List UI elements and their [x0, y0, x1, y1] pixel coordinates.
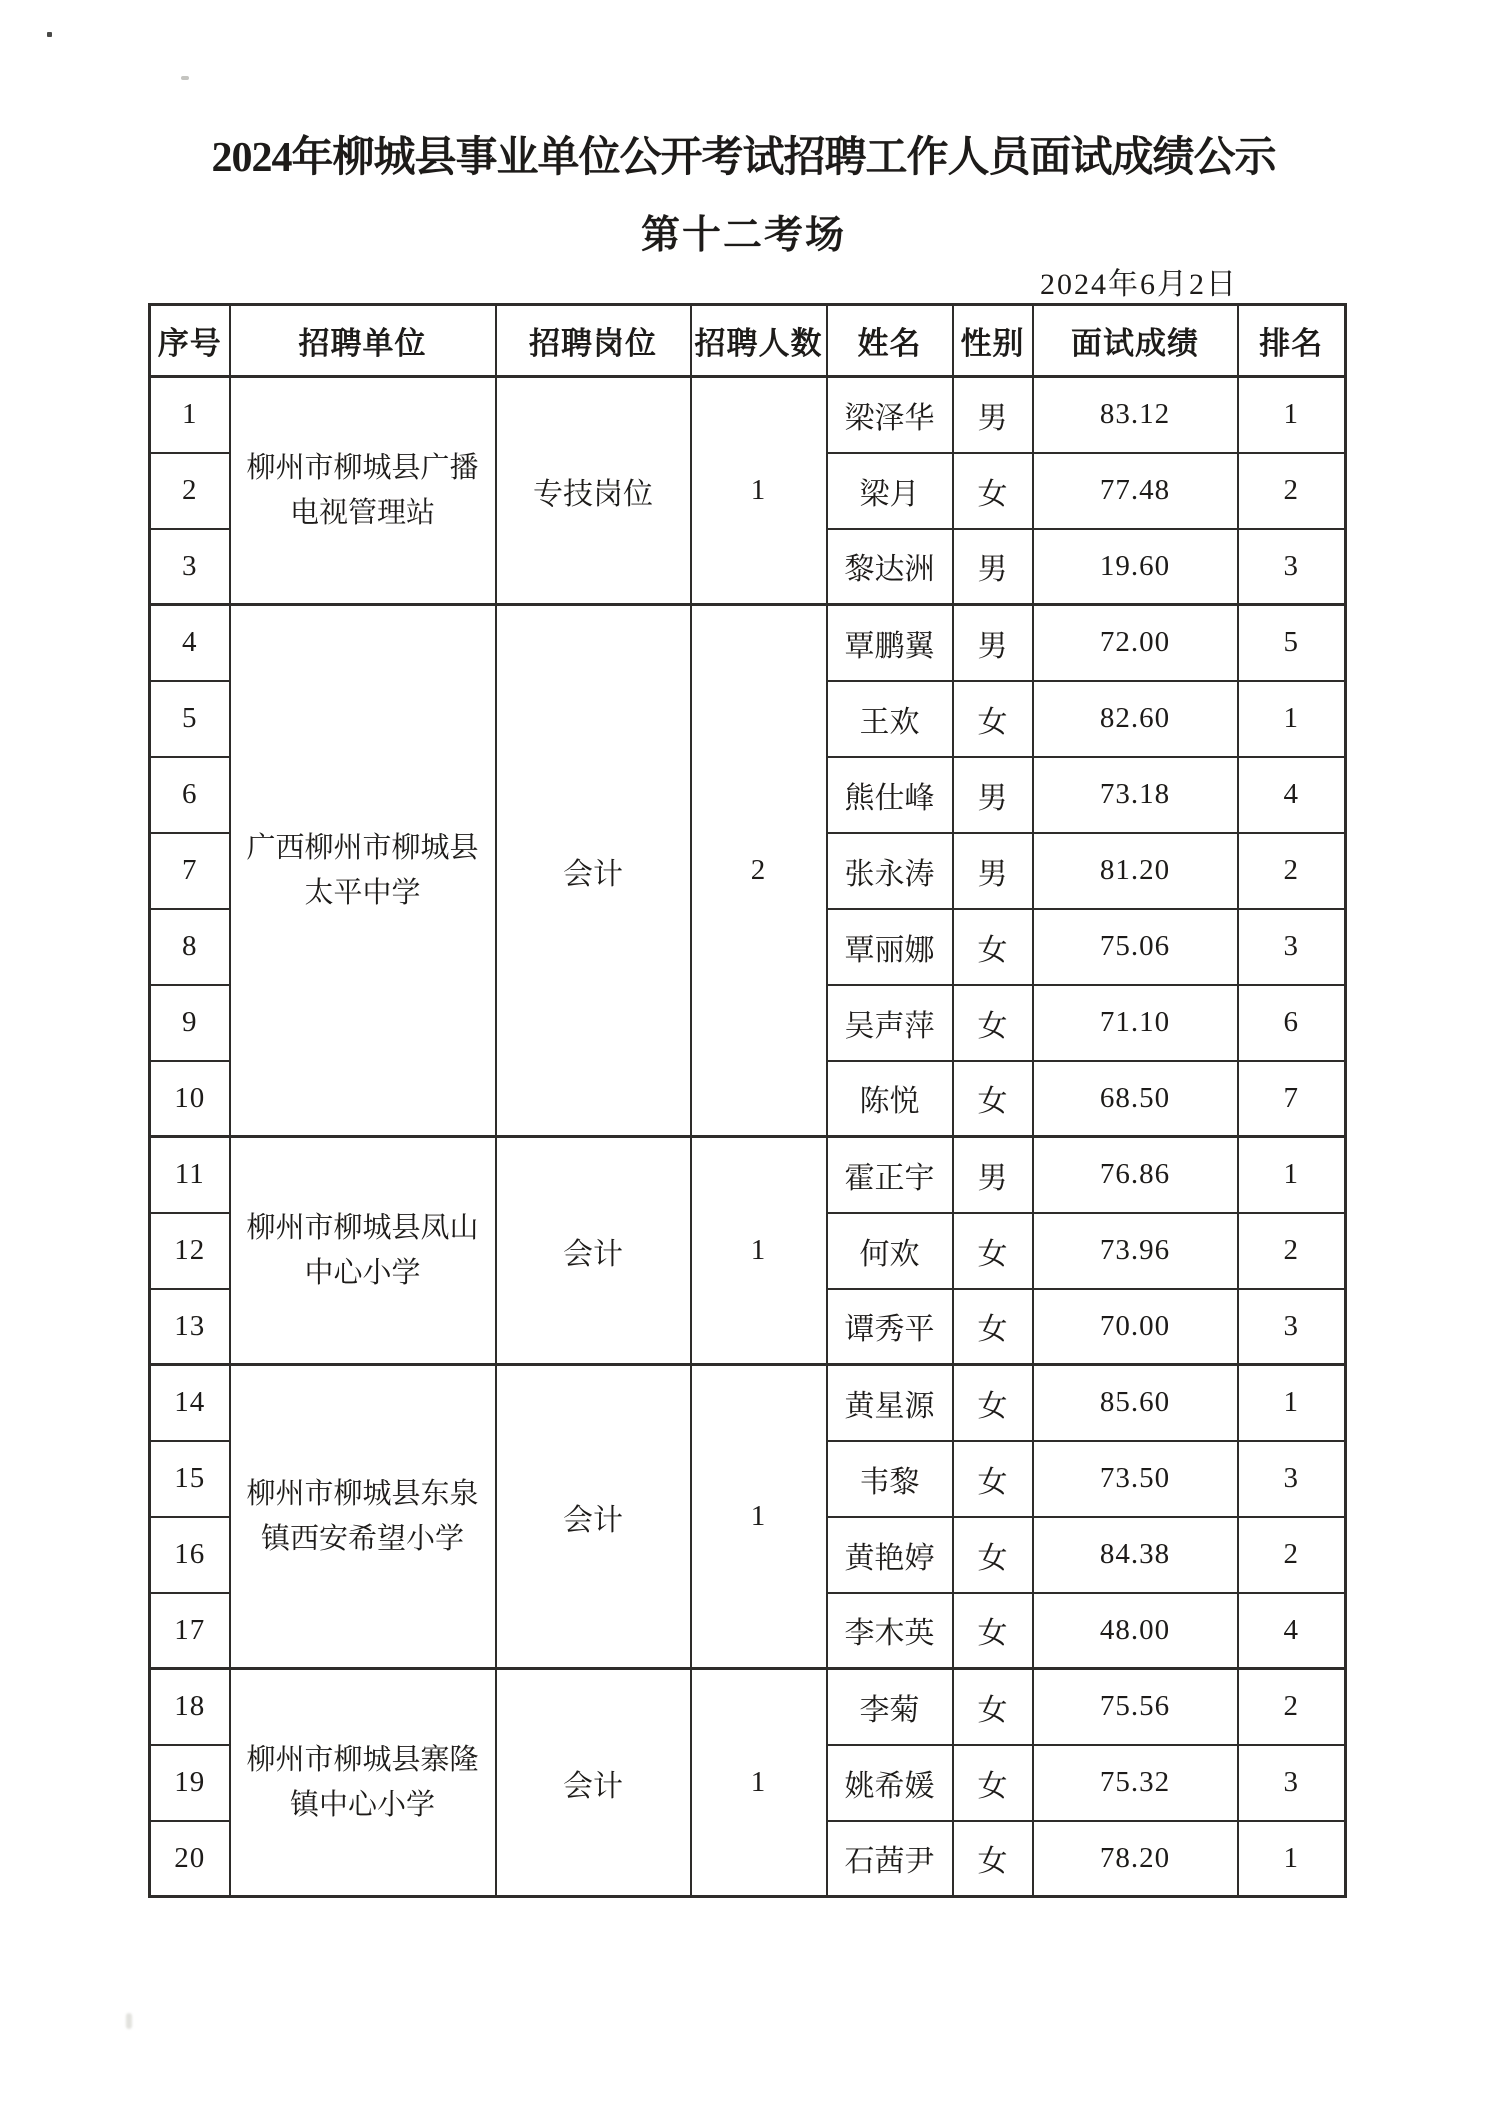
gender-cell: 女	[953, 985, 1033, 1061]
unit-cell: 柳州市柳城县凤山中心小学	[230, 1137, 496, 1365]
seq-cell: 18	[150, 1669, 230, 1745]
rank-cell: 6	[1238, 985, 1346, 1061]
rank-cell: 1	[1238, 1137, 1346, 1213]
score-cell: 73.96	[1033, 1213, 1238, 1289]
page-title: 2024年柳城县事业单位公开考试招聘工作人员面试成绩公示	[211, 135, 1276, 181]
unit-cell: 广西柳州市柳城县太平中学	[230, 605, 496, 1137]
gender-cell: 男	[953, 377, 1033, 453]
score-cell: 73.50	[1033, 1441, 1238, 1517]
seq-cell: 1	[150, 377, 230, 453]
seq-cell: 4	[150, 605, 230, 681]
table-header-row	[150, 305, 1346, 377]
name-cell: 黄星源	[827, 1365, 953, 1441]
rank-cell: 3	[1238, 1441, 1346, 1517]
gender-cell: 男	[953, 605, 1033, 681]
header-name: 姓名	[827, 305, 953, 377]
scan-artifact-dot	[47, 32, 52, 37]
unit-cell: 柳州市柳城县东泉镇西安希望小学	[230, 1365, 496, 1669]
header-gender: 性别	[953, 305, 1033, 377]
rank-cell: 1	[1238, 1821, 1346, 1897]
exam-room-subtitle: 第十二考场	[640, 214, 846, 257]
rank-cell: 2	[1238, 1213, 1346, 1289]
count-cell: 1	[691, 1137, 827, 1365]
name-cell: 黄艳婷	[827, 1517, 953, 1593]
score-cell: 73.18	[1033, 757, 1238, 833]
name-cell: 王欢	[827, 681, 953, 757]
seq-cell: 16	[150, 1517, 230, 1593]
seq-cell: 13	[150, 1289, 230, 1365]
gender-cell: 女	[953, 681, 1033, 757]
seq-cell: 9	[150, 985, 230, 1061]
name-cell: 张永涛	[827, 833, 953, 909]
table-row	[150, 377, 1346, 453]
interview-results-table	[148, 303, 1347, 1898]
name-cell: 覃鹏翼	[827, 605, 953, 681]
rank-cell: 3	[1238, 1745, 1346, 1821]
table-row	[150, 605, 1346, 681]
score-cell: 68.50	[1033, 1061, 1238, 1137]
gender-cell: 女	[953, 1061, 1033, 1137]
rank-cell: 3	[1238, 529, 1346, 605]
score-cell: 78.20	[1033, 1821, 1238, 1897]
rank-cell: 5	[1238, 605, 1346, 681]
unit-cell: 柳州市柳城县广播电视管理站	[230, 377, 496, 605]
name-cell: 石茜尹	[827, 1821, 953, 1897]
score-cell: 77.48	[1033, 453, 1238, 529]
name-cell: 梁月	[827, 453, 953, 529]
gender-cell: 女	[953, 909, 1033, 985]
score-cell: 75.32	[1033, 1745, 1238, 1821]
name-cell: 吴声萍	[827, 985, 953, 1061]
rank-cell: 2	[1238, 453, 1346, 529]
position-cell: 会计	[496, 605, 691, 1137]
results-table-body	[150, 377, 1346, 1897]
rank-cell: 4	[1238, 1593, 1346, 1669]
gender-cell: 女	[953, 1289, 1033, 1365]
header-rank: 排名	[1238, 305, 1346, 377]
seq-cell: 19	[150, 1745, 230, 1821]
gender-cell: 女	[953, 1365, 1033, 1441]
seq-cell: 11	[150, 1137, 230, 1213]
score-cell: 75.06	[1033, 909, 1238, 985]
score-cell: 19.60	[1033, 529, 1238, 605]
seq-cell: 10	[150, 1061, 230, 1137]
header-count: 招聘人数	[691, 305, 827, 377]
score-cell: 81.20	[1033, 833, 1238, 909]
score-cell: 83.12	[1033, 377, 1238, 453]
rank-cell: 1	[1238, 377, 1346, 453]
name-cell: 何欢	[827, 1213, 953, 1289]
header-position: 招聘岗位	[496, 305, 691, 377]
header-unit: 招聘单位	[230, 305, 496, 377]
seq-cell: 14	[150, 1365, 230, 1441]
table-row	[150, 1365, 1346, 1441]
seq-cell: 20	[150, 1821, 230, 1897]
rank-cell: 1	[1238, 681, 1346, 757]
name-cell: 韦黎	[827, 1441, 953, 1517]
position-cell: 会计	[496, 1137, 691, 1365]
gender-cell: 女	[953, 453, 1033, 529]
name-cell: 黎达洲	[827, 529, 953, 605]
name-cell: 霍正宇	[827, 1137, 953, 1213]
score-cell: 84.38	[1033, 1517, 1238, 1593]
rank-cell: 2	[1238, 1517, 1346, 1593]
seq-cell: 3	[150, 529, 230, 605]
score-cell: 82.60	[1033, 681, 1238, 757]
seq-cell: 2	[150, 453, 230, 529]
scan-artifact-mark	[181, 76, 189, 80]
position-cell: 会计	[496, 1365, 691, 1669]
gender-cell: 女	[953, 1441, 1033, 1517]
count-cell: 1	[691, 377, 827, 605]
seq-cell: 12	[150, 1213, 230, 1289]
position-cell: 会计	[496, 1669, 691, 1897]
scan-artifact-smudge	[126, 2013, 132, 2029]
rank-cell: 2	[1238, 833, 1346, 909]
gender-cell: 女	[953, 1213, 1033, 1289]
seq-cell: 17	[150, 1593, 230, 1669]
gender-cell: 男	[953, 529, 1033, 605]
name-cell: 覃丽娜	[827, 909, 953, 985]
gender-cell: 男	[953, 1137, 1033, 1213]
name-cell: 姚希媛	[827, 1745, 953, 1821]
seq-cell: 7	[150, 833, 230, 909]
seq-cell: 8	[150, 909, 230, 985]
rank-cell: 2	[1238, 1669, 1346, 1745]
rank-cell: 4	[1238, 757, 1346, 833]
name-cell: 熊仕峰	[827, 757, 953, 833]
score-cell: 75.56	[1033, 1669, 1238, 1745]
gender-cell: 女	[953, 1821, 1033, 1897]
table-row	[150, 1669, 1346, 1745]
seq-cell: 6	[150, 757, 230, 833]
name-cell: 陈悦	[827, 1061, 953, 1137]
rank-cell: 7	[1238, 1061, 1346, 1137]
score-cell: 72.00	[1033, 605, 1238, 681]
score-cell: 70.00	[1033, 1289, 1238, 1365]
gender-cell: 女	[953, 1517, 1033, 1593]
score-cell: 71.10	[1033, 985, 1238, 1061]
gender-cell: 女	[953, 1669, 1033, 1745]
position-cell: 专技岗位	[496, 377, 691, 605]
unit-cell: 柳州市柳城县寨隆镇中心小学	[230, 1669, 496, 1897]
name-cell: 李菊	[827, 1669, 953, 1745]
rank-cell: 3	[1238, 909, 1346, 985]
seq-cell: 5	[150, 681, 230, 757]
rank-cell: 1	[1238, 1365, 1346, 1441]
score-cell: 85.60	[1033, 1365, 1238, 1441]
name-cell: 谭秀平	[827, 1289, 953, 1365]
score-cell: 76.86	[1033, 1137, 1238, 1213]
gender-cell: 男	[953, 833, 1033, 909]
name-cell: 梁泽华	[827, 377, 953, 453]
table-row	[150, 1137, 1346, 1213]
rank-cell: 3	[1238, 1289, 1346, 1365]
count-cell: 1	[691, 1365, 827, 1669]
header-seq: 序号	[150, 305, 230, 377]
name-cell: 李木英	[827, 1593, 953, 1669]
count-cell: 2	[691, 605, 827, 1137]
count-cell: 1	[691, 1669, 827, 1897]
gender-cell: 男	[953, 757, 1033, 833]
gender-cell: 女	[953, 1593, 1033, 1669]
seq-cell: 15	[150, 1441, 230, 1517]
publish-date: 2024年6月2日	[1040, 268, 1238, 301]
gender-cell: 女	[953, 1745, 1033, 1821]
score-cell: 48.00	[1033, 1593, 1238, 1669]
header-score: 面试成绩	[1033, 305, 1238, 377]
